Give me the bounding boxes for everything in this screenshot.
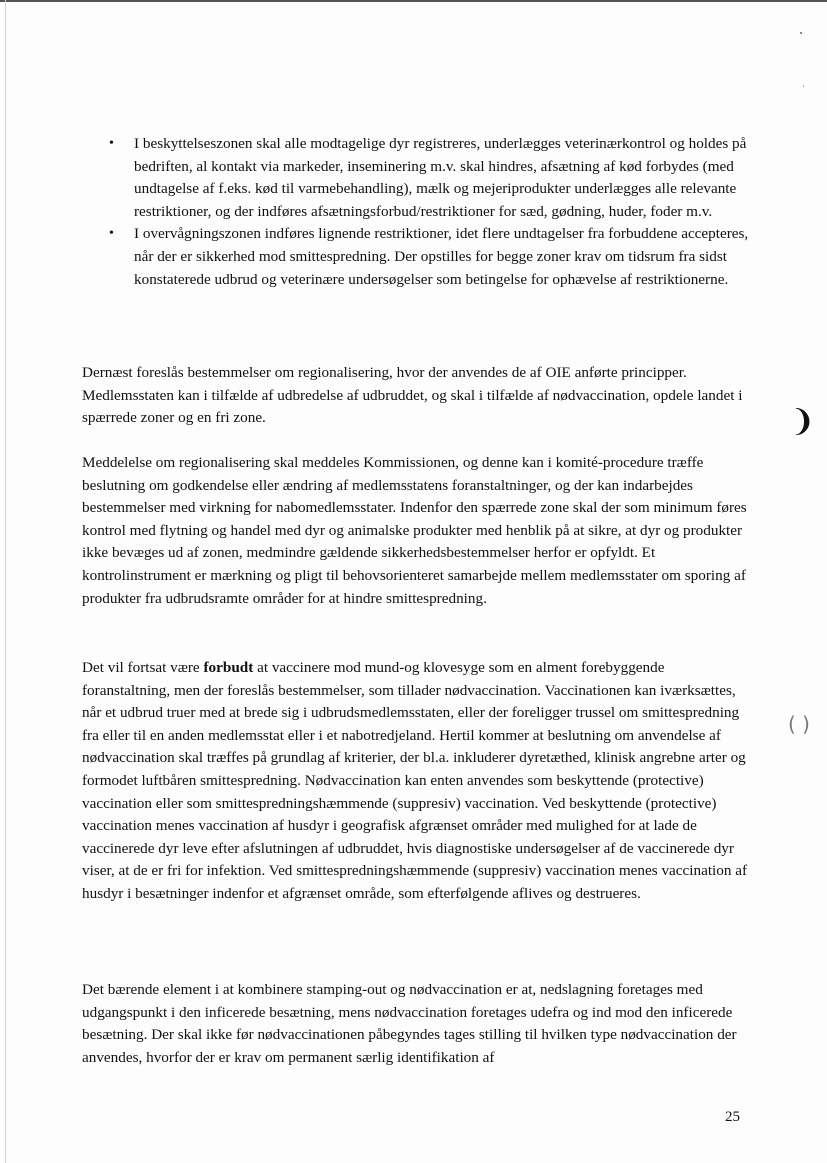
bullet-text: I overvågningszonen indføres lignende restriktioner, idet flere undtagelser fra forbuddene accepteres, når der er sikkerhed mod smittespredning. Der opstilles for begge zoner krav om tidsrum fra sidst konstaterede udbrud og veterinære undersøgelser som betingelse for ophævelse af restriktionerne. bbox=[134, 225, 749, 288]
bullet-list bbox=[82, 133, 752, 291]
margin-paren-mark: ( ) bbox=[788, 712, 810, 736]
page-number: 25 bbox=[725, 1109, 740, 1125]
paragraph-vaccination-ban bbox=[82, 657, 752, 906]
paragraph-regionalisation: Dernæst foreslås bestemmelser om regionalisering, hvor der anvendes de af OIE anførte principper. Medlemsstaten kan i tilfælde af udbredelse af udbruddet, og skal i tilfælde af nødvaccination, opdele landet i spærrede zoner og en fri zone. bbox=[82, 364, 743, 427]
scan-speck bbox=[803, 85, 804, 87]
bullet-item-surveillance-zone bbox=[82, 223, 752, 291]
bullet-item-protection-zone bbox=[82, 133, 752, 223]
margin-bracket-mark: ❩ bbox=[790, 404, 816, 439]
paragraph-commission-notice: Meddelelse om regionalisering skal meddeles Kommissionen, og denne kan i komité-procedure træffe beslutning om godkendelse eller ændring af medlemsstatens foranstaltninger, og der kan indarbejdes bestemmelser med virkning for nabomedlemsstater. Indenfor den spærrede zone skal der som minimum føres kontrol med flytning og handel med dyr og animalske produkter med henblik på at sikre, at dyr og produkter ikke bevæges ud af zonen, medmindre gældende sikkerhedsbestemmelser herfor er opfyldt. Et kontrolinstrument er mærkning og pligt til behovsorienteret samarbejde mellem medlemsstater om sporing af produkter fra udbrudsramte områder for at hindre smittespredning. bbox=[82, 454, 747, 607]
top-edge-rule bbox=[0, 0, 827, 2]
scan-speck bbox=[800, 32, 802, 34]
p3-lead: Det vil fortsat være bbox=[82, 659, 204, 676]
bullet-dot: • bbox=[109, 136, 114, 151]
bullet-text: I beskyttelseszonen skal alle modtagelige dyr registreres, underlægges veterinærkontrol og holdes på bedriften, al kontakt via markeder, inseminering m.v. skal hindres, afsætning af kød forbydes (med undtagelse af f.eks. kød til varmebehandling), mælk og mejeriprodukter underlægges alle relevante restriktioner, og der indføres afsætningsforbud/restriktioner for sæd, gødning, huder, foder m.v. bbox=[134, 135, 747, 220]
p3-rest: at vaccinere mod mund-og klovesyge som en alment forebyggende foranstaltning, men der foreslås bestemmelser, som tillader nødvaccination. Vaccinationen kan iværksættes, når et udbrud truer med at brede sig i udbrudsmedlemsstaten, eller der foreligger trussel om smittespredning fra eller til en anden medlemsstat eller i et nabotredjeland. Hertil kommer at beslutning om anvendelse af nødvaccination skal træffes på grundlag af kriterier, der bl.a. inkluderer dyretæthed, klinisk angrebne arter og formodet luftbåren smittespredning. Nødvaccination kan enten anvendes som beskyttende (protective) vaccination eller som smittespredningshæmmende (suppresiv) vaccination. Ved beskyttende (protective) vaccination menes vaccination af husdyr i geografisk afgrænset områder med mulighed for at lade de vaccinerede dyr leve efter afslutningen af udbruddet, hvis diagnostiske undersøgelser af de vaccinerede dyr viser, at de er fri for infektion. Ved smittespredningshæmmende (suppresiv) vaccination menes vaccination af husdyr i besætninger indenfor et afgrænset område, som efterfølgende aflives og destrueres. bbox=[82, 659, 748, 902]
bullet-dot: • bbox=[109, 226, 114, 242]
left-margin-line bbox=[5, 0, 6, 1163]
p3-bold-word: forbudt bbox=[203, 659, 254, 676]
paragraph-stamping-out: Det bærende element i at kombinere stamping-out og nødvaccination er at, nedslagning foretages med udgangspunkt i den inficerede besætning, mens nødvaccination foretages udefra og ind mod den inficerede besætning. Der skal ikke før nødvaccinationen påbegyndes tages stilling til hvilken type nødvaccination der anvendes, hvorfor der er krav om permanent særlig identifikation af bbox=[82, 981, 737, 1066]
